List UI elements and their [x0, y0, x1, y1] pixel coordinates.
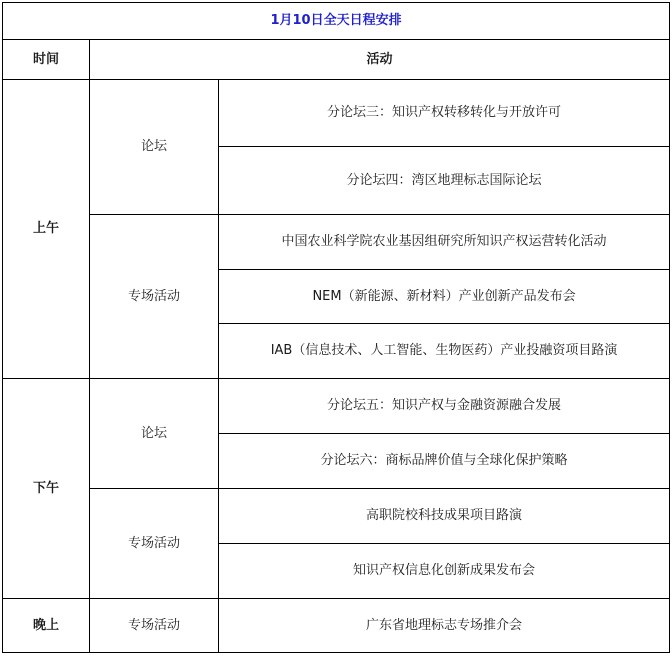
activity-item: 分论坛六：商标品牌价值与全球化保护策略	[219, 434, 670, 489]
category-afternoon-forum: 论坛	[90, 379, 219, 489]
header-activity: 活动	[90, 40, 670, 80]
header-row	[3, 40, 670, 80]
activity-item: 分论坛五：知识产权与金融资源融合发展	[219, 379, 670, 434]
header-time: 时间	[3, 40, 90, 80]
activity-item: 高职院校科技成果项目路演	[219, 489, 670, 544]
table-row	[3, 215, 670, 270]
table-row	[3, 489, 670, 544]
activity-item: IAB（信息技术、人工智能、生物医药）产业投融资项目路演	[219, 324, 670, 379]
period-afternoon: 下午	[3, 379, 90, 599]
activity-item: 广东省地理标志专场推介会	[219, 599, 670, 653]
period-morning: 上午	[3, 80, 90, 379]
title-row	[3, 3, 670, 40]
category-afternoon-special: 专场活动	[90, 489, 219, 599]
schedule-table	[2, 2, 670, 653]
category-evening-special: 专场活动	[90, 599, 219, 653]
activity-item: 分论坛三：知识产权转移转化与开放许可	[219, 80, 670, 147]
activity-item: 分论坛四：湾区地理标志国际论坛	[219, 147, 670, 215]
table-row	[3, 80, 670, 147]
activity-item: 知识产权信息化创新成果发布会	[219, 544, 670, 599]
activity-item: NEM（新能源、新材料）产业创新产品发布会	[219, 270, 670, 324]
table-row	[3, 599, 670, 653]
activity-item: 中国农业科学院农业基因组研究所知识产权运营转化活动	[219, 215, 670, 270]
table-row	[3, 379, 670, 434]
period-evening: 晚上	[3, 599, 90, 653]
category-morning-forum: 论坛	[90, 80, 219, 215]
category-morning-special: 专场活动	[90, 215, 219, 379]
schedule-title: 1月10日全天日程安排	[3, 3, 670, 40]
